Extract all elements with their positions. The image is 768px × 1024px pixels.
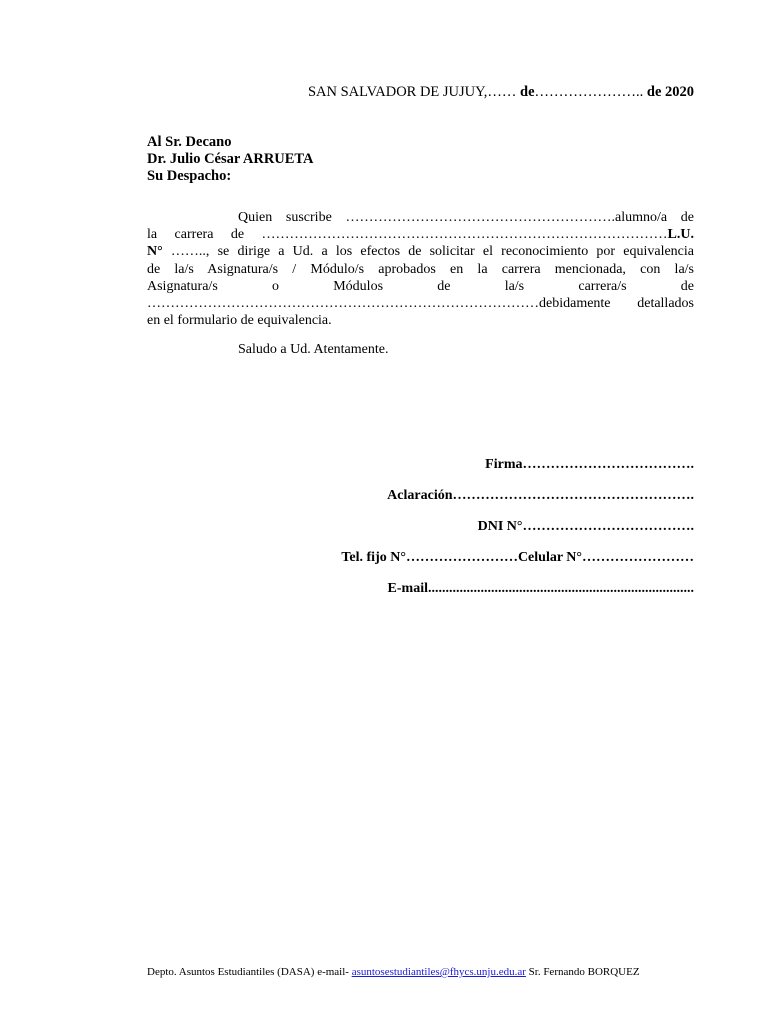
l1-prefix: Quien suscribe: [238, 210, 332, 225]
footer-dept: Depto. Asuntos Estudiantiles (DASA) e-mail-: [147, 966, 349, 978]
day-dots: ……: [487, 84, 517, 100]
firma-line: Firma……………………………….: [485, 457, 694, 472]
l1-suffix: alumno/a de: [615, 210, 695, 225]
addressee-line3: Su Despacho:: [147, 168, 232, 184]
footer: [147, 966, 640, 978]
date-line: [308, 84, 694, 101]
greeting: Saludo a Ud. Atentamente.: [238, 342, 389, 357]
l3-dots: ……..,: [170, 244, 210, 260]
footer-email-link[interactable]: asuntosestudiantiles@fhycs.unju.edu.ar: [351, 966, 526, 978]
body-line-6: [147, 295, 694, 312]
l6-suffix: debidamente detallados: [539, 296, 694, 312]
footer-contact: Sr. Fernando BORQUEZ: [528, 966, 640, 978]
l2-dots: ……………………………………………………………………………: [261, 227, 668, 243]
aclaracion-line: Aclaración…………………………………………….: [387, 488, 694, 503]
body-line-3: [147, 243, 694, 260]
l3-text: se dirige a Ud. a los efectos de solicitar el reconocimiento por equivalencia: [217, 244, 695, 260]
body-line-7: en el formulario de equivalencia.: [147, 313, 332, 329]
body-line-1: [147, 209, 694, 226]
addressee-line2: Dr. Julio César ARRUETA: [147, 151, 314, 167]
body-line-4: de la/s Asignatura/s / Módulo/s aprobados en la carrera mencionada, con la/s: [147, 261, 694, 277]
l2-prefix: la carrera de: [147, 227, 245, 243]
tel-line: Tel. fijo N°……………………Celular N°……………………: [341, 550, 694, 565]
body-line-5: Asignatura/s o Módulos de la/s carrera/s de: [147, 278, 694, 294]
city: SAN SALVADOR DE JUJUY,: [307, 84, 488, 100]
email-line: E-mail............................................................................: [387, 581, 694, 596]
body-line-2: [147, 226, 694, 243]
l1-dots: ………………………………………………….: [345, 210, 615, 225]
addressee-line1: Al Sr. Decano: [147, 134, 232, 150]
month-dots: …………………..: [534, 84, 644, 100]
year: de 2020: [646, 84, 694, 100]
lu-label: L.U.: [667, 227, 694, 243]
l6-dots: …………………………………………………………………………: [147, 296, 539, 312]
no-label: N°: [147, 244, 163, 260]
body-paragraph: [147, 209, 694, 329]
dni-line: DNI N°……………………………….: [477, 519, 694, 534]
de-label: de: [520, 84, 535, 100]
